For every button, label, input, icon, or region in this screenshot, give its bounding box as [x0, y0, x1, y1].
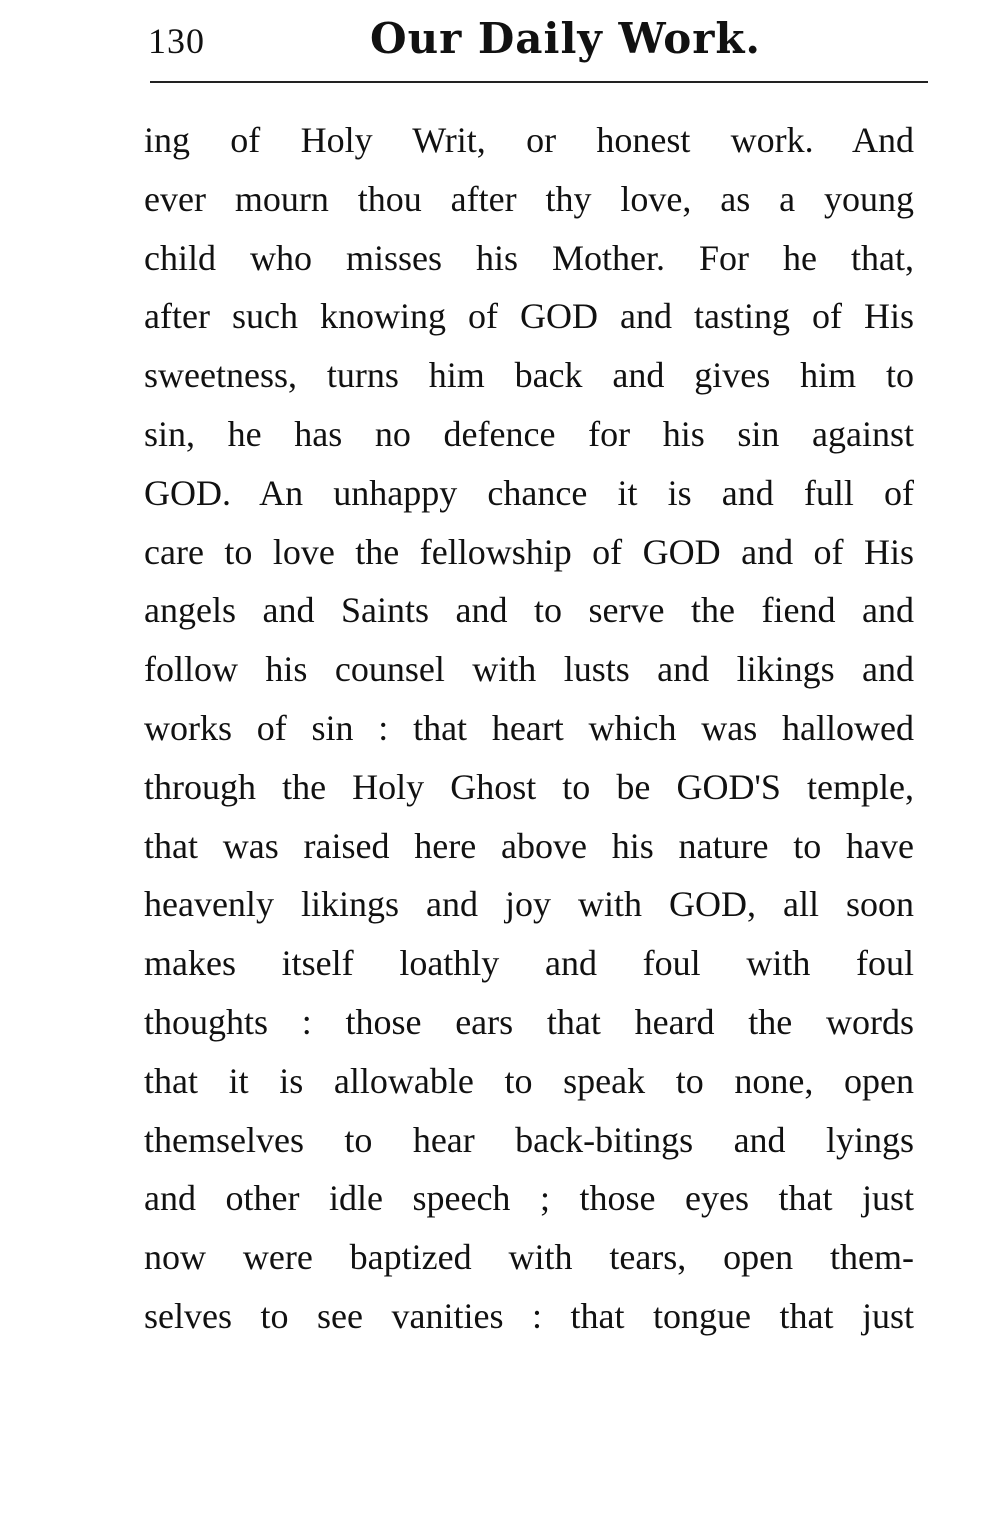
body-text [144, 111, 914, 1346]
text-line: through the Holy Ghost to be GOD'S temple, [144, 766, 914, 807]
text-line: sin, he has no defence for his sin against [144, 413, 914, 454]
page-number: 130 [148, 21, 205, 61]
text-line: care to love the fellowship of GOD and of His [144, 531, 914, 572]
running-title: Our Daily Work. [370, 14, 762, 63]
text-line: works of sin : that heart which was hallowed [144, 707, 914, 748]
text-line: selves to see vanities : that tongue that just [144, 1295, 914, 1336]
text-line: after such knowing of GOD and tasting of His [144, 296, 914, 337]
text-line: GOD. An unhappy chance it is and full of [144, 472, 914, 513]
text-line: ing of Holy Writ, or honest work. And [144, 120, 914, 160]
header-rule [150, 81, 928, 83]
text-line: sweetness, turns him back and gives him to [144, 355, 914, 396]
text-line: themselves to hear back-bitings and lyings [144, 1119, 914, 1160]
text-line: ever mourn thou after thy love, as a young [144, 178, 914, 219]
text-line: follow his counsel with lusts and likings and [144, 649, 914, 690]
text-line: now were baptized with tears, open them- [144, 1237, 914, 1278]
text-line: thoughts : those ears that heard the words [144, 1001, 914, 1042]
text-line: and other idle speech ; those eyes that just [144, 1178, 914, 1219]
text-line: that was raised here above his nature to have [144, 825, 914, 866]
text-line: makes itself loathly and foul with foul [144, 943, 914, 984]
text-line: that it is allowable to speak to none, open [144, 1060, 914, 1101]
text-line: heavenly likings and joy with GOD, all soon [144, 884, 914, 925]
text-line: child who misses his Mother. For he that, [144, 237, 914, 278]
text-line: angels and Saints and to serve the fiend and [144, 590, 914, 631]
page-header [148, 14, 928, 74]
